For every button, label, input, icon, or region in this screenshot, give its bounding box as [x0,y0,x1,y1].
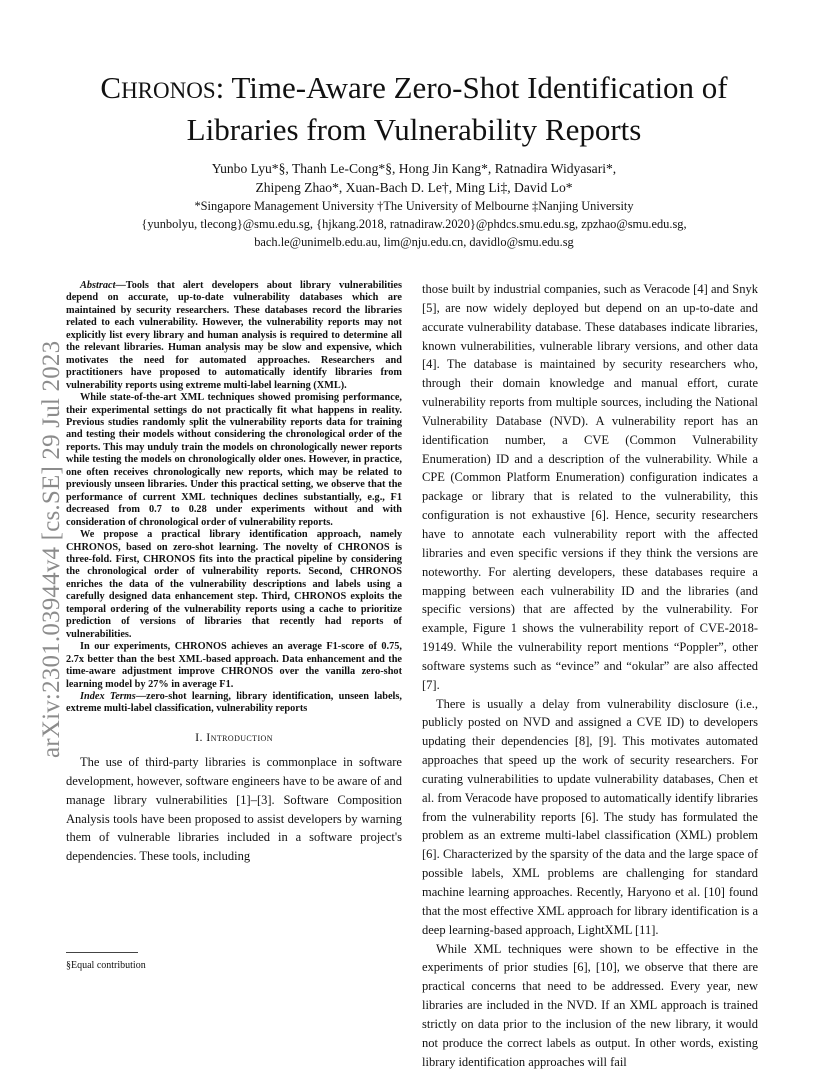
arxiv-stamp: arXiv:2301.03944v4 [cs.SE] 29 Jul 2023 [38,340,65,758]
right-p2: There is usually a delay from vulnerability disclosure (i.e., publicly posted on NVD and assigned a CVE ID) to developers updating their dependencies [8], [9]. This motivates automated approaches that speed up the work of security researchers. For curating vulnerabilities to update vulnerability databases, Chen et al. from Veracode have proposed to automatically identify libraries from the vulnerability reports [6]. The study has formulated the problem as an extreme multi-label classification (XML) problem [6]. Characterized by the sparsity of the data and the large space of possible labels, XML problems are challenging for standard machine learning approaches. Recently, Haryono et al. [10] found that the most effective XML approach for library identification is a deep learning-based approach, LightXML [11]. [422,696,758,937]
abstract [66,280,402,716]
abstract-p1: Abstract—Tools that alert developers about library vulnerabilities depend on accurate, up-to-date vulnerability databases which are maintained by security researchers. These databases record the libraries related to each vulnerability. However, the vulnerability reports may not explicitly list every library and human analysis is required to determine all the relevant libraries. Human analysis may be slow and expensive, which motivates the need for automated approaches. Researchers and practitioners have proposed to automatically identify libraries from vulnerability reports using extreme multi-label learning (XML). [66,280,402,391]
right-p1: those built by industrial companies, such as Veracode [4] and Snyk [5], are now widely deployed but depend on an up-to-date and accurate vulnerability database. These databases indicate libraries, known vulnerabilities, vulnerable library versions, and other data [4]. The database is maintained by security researchers who, through their domain knowledge and manual effort, curate vulnerability reports from multiple sources, including the National Vulnerability Database (NVD). A vulnerability report has an identification number, a CVE (Common Vulnerability Enumeration) ID and a description of the vulnerability. While a CPE (Common Platform Enumeration) configuration indicates a package or library that is related to the vulnerability, this configuration is not exhaustive [6]. Hence, security researchers have to annotate each vulnerability report with the affected libraries and even specific versions if they think the versions are noteworthy. For alerting developers, these databases require a mapping between each vulnerability ID and the libraries (and specific versions) that are affected by the vulnerability. For example, Figure 1 shows the vulnerability report of CVE-2018-19149. While the vulnerability report mentions “Poppler”, other software systems such as “evince” and “okular” are also affected [7]. [422,282,758,692]
emails-line-2: bach.le@unimelb.edu.au, lim@nju.edu.cn, davidlo@smu.edu.sg [254,235,574,250]
index-terms: Index Terms—zero-shot learning, library identification, unseen labels, extreme multi-label classification, vulnerability reports [66,690,402,715]
footnote: §Equal contribution [66,960,146,971]
abstract-p4: In our experiments, CHRONOS achieves an average F1-score of 0.75, 2.7x better than the best XML-based approach. Data enhancement and the time-aware adjustment improve CHRONOS over the vanilla zero-shot learning model by 27% in average F1. [66,641,402,690]
intro-body [66,753,402,866]
intro-p1: The use of third-party libraries is commonplace in software development, however, software engineers have to be aware of and manage library vulnerabilities [1]–[3]. Software Composition Analysis tools have been proposed to assist developers by warning them of vulnerable libraries included in a software project's dependencies. These tools, including [66,754,402,864]
author-block [40,160,788,251]
right-p3: While XML techniques were shown to be effective in the experiments of prior studies [6], [10], we observe that there are practical concerns that need to be addressed. Every year, new libraries are included in the NVD. If an XML approach is trained strictly on data prior to the inclusion of the new library, it would not produce the correct labels as output. In other words, existing library identification approaches will fail [422,941,758,1069]
paper-title [40,68,788,149]
right-column [422,280,758,1071]
title-line-2: Libraries from Vulnerability Reports [186,112,642,147]
emails-line-1: {yunbolyu, tlecong}@smu.edu.sg, {hjkang.2018, ratnadiraw.2020}@phdcs.smu.edu.sg, zpzhao@smu.edu.sg, [141,217,687,232]
abstract-label: Abstract [80,280,116,291]
abstract-p2: While state-of-the-art XML techniques showed promising performance, their experimental settings do not practically fit what happens in reality. Previous studies randomly split the vulnerability reports data for training and testing their models without considering the chronological order of the reports. This may unduly train the models on chronologically newer reports while testing the models on chronologically older ones. However, in practice, one often receives chronologically new reports, which may be related to previously unseen libraries. Under this practical setting, we observe that the performance of current XML techniques declines substantially, e.g., F1 decreased from 0.7 to 0.28 under experiments without and with consideration of chronological order of vulnerability reports. [66,392,402,528]
title-line-1: CHRONOS: Time-Aware Zero-Shot Identification of [100,70,728,105]
author-line-2: Zhipeng Zhao*, Xuan-Bach D. Le†, Ming Li‡, David Lo* [255,179,573,195]
affiliations: *Singapore Management University †The University of Melbourne ‡Nanjing University [194,199,634,214]
section-heading-introduction: I. Introduction [195,729,273,744]
author-line-1: Yunbo Lyu*§, Thanh Le-Cong*§, Hong Jin Kang*, Ratnadira Widyasari*, [211,161,617,176]
left-column [66,280,402,866]
footnote-rule [66,952,138,953]
abstract-p3: We propose a practical library identification approach, namely CHRONOS, based on zero-shot learning. The novelty of CHRONOS is three-fold. First, CHRONOS fits into the practical pipeline by considering the chronological order of vulnerability reports. Second, CHRONOS enriches the data of the vulnerability descriptions and labels using a carefully designed data enhancement step. Third, CHRONOS exploits the temporal ordering of the vulnerability reports using a cache to prioritize prediction of versions of libraries that recently had reports of vulnerabilities. [66,529,402,640]
